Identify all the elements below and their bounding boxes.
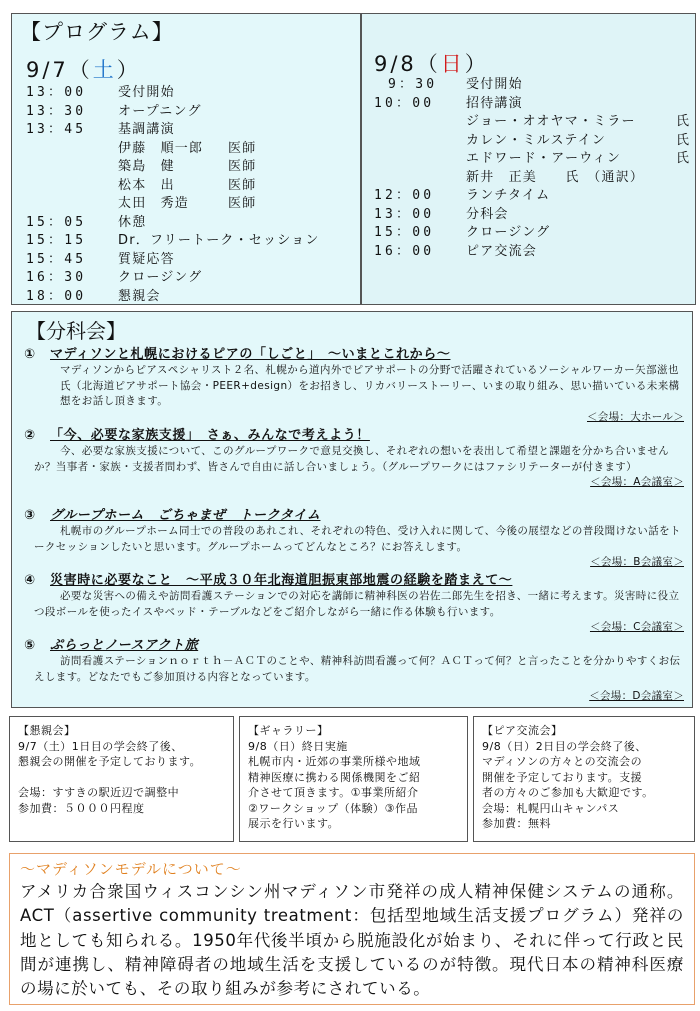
party-title: 【懇親会】 bbox=[18, 724, 76, 737]
madison-text: アメリカ合衆国ウィスコンシン州マディソン市発祥の成人精神保健システムの通称。ACT（assertive community treatment：包括型地域生活支援プログラム）発祥の地としても知られる。1950年代後半頃から脱施設化が始まり、それに伴って行政と民間が連携し、精神障碍者の地域生活を支援しているのが特徴。現代日本の精神科医療の場に於いても、その取り組みが参考にされている。 bbox=[20, 882, 684, 999]
speaker-role: 医師 bbox=[228, 140, 257, 156]
speaker-name: 築島 健 bbox=[118, 159, 175, 174]
schedule-time: 15：45 bbox=[26, 251, 87, 267]
schedule-row bbox=[374, 224, 690, 243]
guest-name: カレン・ミルステイン bbox=[466, 132, 607, 148]
schedule-label: Dr．フリートーク・セッション bbox=[118, 233, 320, 248]
guest-suffix: 氏 bbox=[676, 114, 691, 129]
schedule-time: 16：30 bbox=[26, 270, 87, 285]
schedule-row bbox=[374, 95, 690, 114]
schedule-time: 13：45 bbox=[26, 122, 87, 137]
party-info-box bbox=[9, 716, 234, 842]
gallery-line: 精神医療に携わる関係機関をご紹 bbox=[248, 770, 421, 784]
speaker-role: 医師 bbox=[228, 177, 257, 193]
peer-title: 【ピア交流会】 bbox=[482, 724, 563, 737]
schedule-label: 受付開始 bbox=[118, 85, 175, 100]
session-body: 訪問看護ステーションｎｏｒｔｈ－ＡＣＴのことや、精神科訪問看護って何？ＡＣＴって何？と言ったことを分かりやすくお伝えします。どなたでもご参加頂ける内容となっています。 bbox=[34, 655, 681, 683]
session-item bbox=[20, 572, 688, 635]
gallery-line: ②ワークショップ（体験）③作品 bbox=[248, 801, 419, 815]
speaker-name: 伊藤 順一郎 bbox=[118, 140, 204, 156]
sessions-panel bbox=[11, 311, 693, 708]
schedule-label: オープニング bbox=[118, 103, 202, 119]
program-day1-panel bbox=[11, 13, 361, 305]
schedule-time: 10：00 bbox=[374, 95, 435, 111]
schedule-label: 懇親会 bbox=[118, 288, 161, 304]
peer-line: 会場：札幌円山キャンパス bbox=[482, 801, 620, 815]
schedule-row bbox=[26, 232, 320, 251]
sessions-title: 【分科会】 bbox=[26, 319, 126, 343]
session-number: ① bbox=[24, 347, 36, 362]
gallery-info-box bbox=[239, 716, 468, 842]
peer-line: 者の方々のご参加も大歓迎です。 bbox=[482, 786, 654, 799]
session-title: マディソンと札幌におけるピアの「しごと」 ～いまとこれから～ bbox=[50, 347, 451, 362]
guest-name: ジョー・オオヤマ・ミラー bbox=[466, 114, 636, 129]
peer-info-box bbox=[473, 716, 695, 842]
schedule-label: 基調講演 bbox=[118, 122, 175, 137]
schedule-label: ランチタイム bbox=[466, 188, 551, 203]
party-line: 懇親会の開催を予定しております。 bbox=[18, 755, 202, 768]
session-title: ぷらっとノースアクト旅 bbox=[50, 638, 199, 653]
schedule-row bbox=[26, 288, 320, 307]
schedule-time: 13：30 bbox=[26, 103, 87, 119]
guest-suffix: 氏 bbox=[676, 132, 691, 148]
gallery-line: 9/8（日）終日実施 bbox=[248, 739, 348, 753]
speaker-row bbox=[26, 195, 320, 214]
session-venue: ＜会場：C会議室＞ bbox=[589, 621, 684, 633]
party-line: 参加費：５０００円程度 bbox=[18, 801, 145, 815]
session-venue: ＜会場：大ホール＞ bbox=[587, 410, 684, 423]
schedule-row bbox=[374, 206, 690, 225]
speaker-role: 医師 bbox=[228, 196, 257, 211]
schedule-time: 18：00 bbox=[26, 288, 87, 304]
day1-weekday: 土 bbox=[92, 58, 117, 82]
peer-line: マディソンの方々との交流会の bbox=[482, 755, 643, 768]
schedule-label: 招待講演 bbox=[466, 95, 523, 111]
schedule-row bbox=[26, 121, 320, 140]
program-title: 【プログラム】 bbox=[20, 20, 174, 44]
session-item bbox=[20, 427, 688, 490]
speaker-row bbox=[26, 177, 320, 196]
schedule-label: 受付開始 bbox=[466, 77, 523, 92]
session-number: ③ bbox=[24, 508, 36, 523]
speaker-row bbox=[26, 158, 320, 177]
speaker-row bbox=[26, 140, 320, 159]
schedule-label: クロージング bbox=[466, 225, 551, 240]
schedule-row bbox=[374, 187, 690, 206]
guest-row bbox=[374, 132, 690, 151]
session-venue: ＜会場：B会議室＞ bbox=[590, 556, 684, 568]
session-item bbox=[20, 507, 688, 570]
speaker-role: 医師 bbox=[228, 159, 257, 174]
session-title: 災害時に必要なこと ～平成３０年北海道胆振東部地震の経験を踏まえて～ bbox=[50, 573, 513, 588]
schedule-label: 休憩 bbox=[118, 214, 147, 230]
day1-date-text: 9/7（ bbox=[26, 58, 93, 82]
day2-date bbox=[374, 48, 489, 78]
schedule-time: 13：00 bbox=[26, 85, 87, 100]
session-item bbox=[20, 637, 688, 704]
guest-row bbox=[374, 169, 690, 188]
schedule-time: 16：00 bbox=[374, 243, 435, 259]
gallery-title: 【ギャラリー】 bbox=[248, 724, 329, 737]
gallery-line: 展示を行います。 bbox=[248, 817, 340, 830]
schedule-time: 15：15 bbox=[26, 233, 87, 248]
day2-weekday: 日 bbox=[440, 52, 465, 76]
day2-date-text: 9/8（ bbox=[374, 52, 441, 76]
session-venue: ＜会場：A会議室＞ bbox=[590, 476, 684, 488]
schedule-row bbox=[26, 103, 320, 122]
session-body: 今、必要な家族支援について、このグループワークで意見交換し、それぞれの想いを表出して希望と課題を分かち合いませんか？当事者・家族・支援者問わず、皆さんで自由に話し合いましょう。（グループワークにはファシリテーターが付きます） bbox=[34, 445, 670, 473]
guest-row bbox=[374, 150, 690, 169]
session-item bbox=[20, 346, 688, 425]
guest-name: 新井 正美 氏 （通訳） bbox=[466, 169, 645, 185]
guest-row bbox=[374, 113, 690, 132]
guest-suffix: 氏 bbox=[676, 151, 691, 166]
schedule-time: 15：00 bbox=[374, 225, 435, 240]
peer-line: 開催を予定しております。支援 bbox=[482, 770, 643, 784]
day1-date-close: ） bbox=[116, 58, 141, 82]
schedule-time: 13：00 bbox=[374, 206, 435, 222]
schedule-row bbox=[374, 76, 690, 95]
session-title: グループホーム ごちゃまぜ トークタイム bbox=[50, 508, 321, 523]
speaker-name: 松本 出 bbox=[118, 177, 175, 193]
party-line: 9/7（土）1日目の学会終了後、 bbox=[18, 739, 183, 753]
day1-schedule bbox=[26, 84, 320, 306]
day2-date-close: ） bbox=[464, 52, 489, 76]
schedule-label: 分科会 bbox=[466, 206, 509, 222]
program-day2-panel bbox=[361, 13, 696, 305]
session-venue: ＜会場：D会議室＞ bbox=[589, 690, 684, 702]
madison-title: ～マディソンモデルについて～ bbox=[20, 860, 242, 878]
day2-schedule bbox=[374, 76, 690, 261]
madison-model-box bbox=[9, 853, 695, 1005]
schedule-row bbox=[374, 243, 690, 262]
speaker-name: 太田 秀造 bbox=[118, 196, 190, 211]
schedule-label: クロージング bbox=[118, 270, 203, 285]
day1-date bbox=[26, 54, 141, 84]
schedule-row bbox=[26, 84, 320, 103]
session-title: 「今、必要な家族支援」 さぁ、みんなで考えよう！ bbox=[50, 428, 370, 443]
peer-line: 参加費：無料 bbox=[482, 817, 551, 830]
party-line bbox=[18, 770, 225, 786]
schedule-time: 9：30 bbox=[388, 77, 438, 92]
schedule-label: ピア交流会 bbox=[466, 243, 538, 259]
party-line: 会場：すすきの駅近辺で調整中 bbox=[18, 786, 180, 799]
session-number: ④ bbox=[24, 573, 36, 588]
session-number: ② bbox=[24, 428, 36, 443]
schedule-label: 質疑応答 bbox=[118, 251, 175, 267]
gallery-line: 介させて頂きます。①事業所紹介 bbox=[248, 786, 419, 799]
session-body: 札幌市のグループホーム同士での普段のあれこれ、それぞれの特色、受け入れに関して、今後の展望などの普段聞けない話をトークセッションしたいと思います。グループホームってどんなところ？にお答えします。 bbox=[34, 525, 681, 553]
session-body: 必要な災害への備えや訪問看護ステーションでの対応を講師に精神科医の岩佐二郎先生を招き、一緒に考えます。災害時に役立つ段ボールを使ったイスやベッド・テーブルなどをご紹介しながら一緒に作る体験も行います。 bbox=[34, 590, 680, 618]
session-number: ⑤ bbox=[24, 638, 36, 653]
schedule-row bbox=[26, 251, 320, 270]
schedule-time: 15：05 bbox=[26, 214, 87, 230]
guest-name: エドワード・アーウィン bbox=[466, 151, 622, 166]
session-body: マディソンからピアスペシャリスト２名、札幌から道内外でピアサポートの分野で活躍されているソーシャルワーカー矢部滋也氏（北海道ピアサポート協会・PEER+design）をお招きし、リカバリーストーリー、いまの取り組み、思い描いている未来構想をお話し頂きます。 bbox=[60, 364, 680, 407]
peer-line: 9/8（日）2日目の学会終了後、 bbox=[482, 739, 647, 753]
schedule-time: 12：00 bbox=[374, 188, 435, 203]
gallery-line: 札幌市内・近郊の事業所様や地域 bbox=[248, 755, 421, 768]
schedule-row bbox=[26, 214, 320, 233]
schedule-row bbox=[26, 269, 320, 288]
